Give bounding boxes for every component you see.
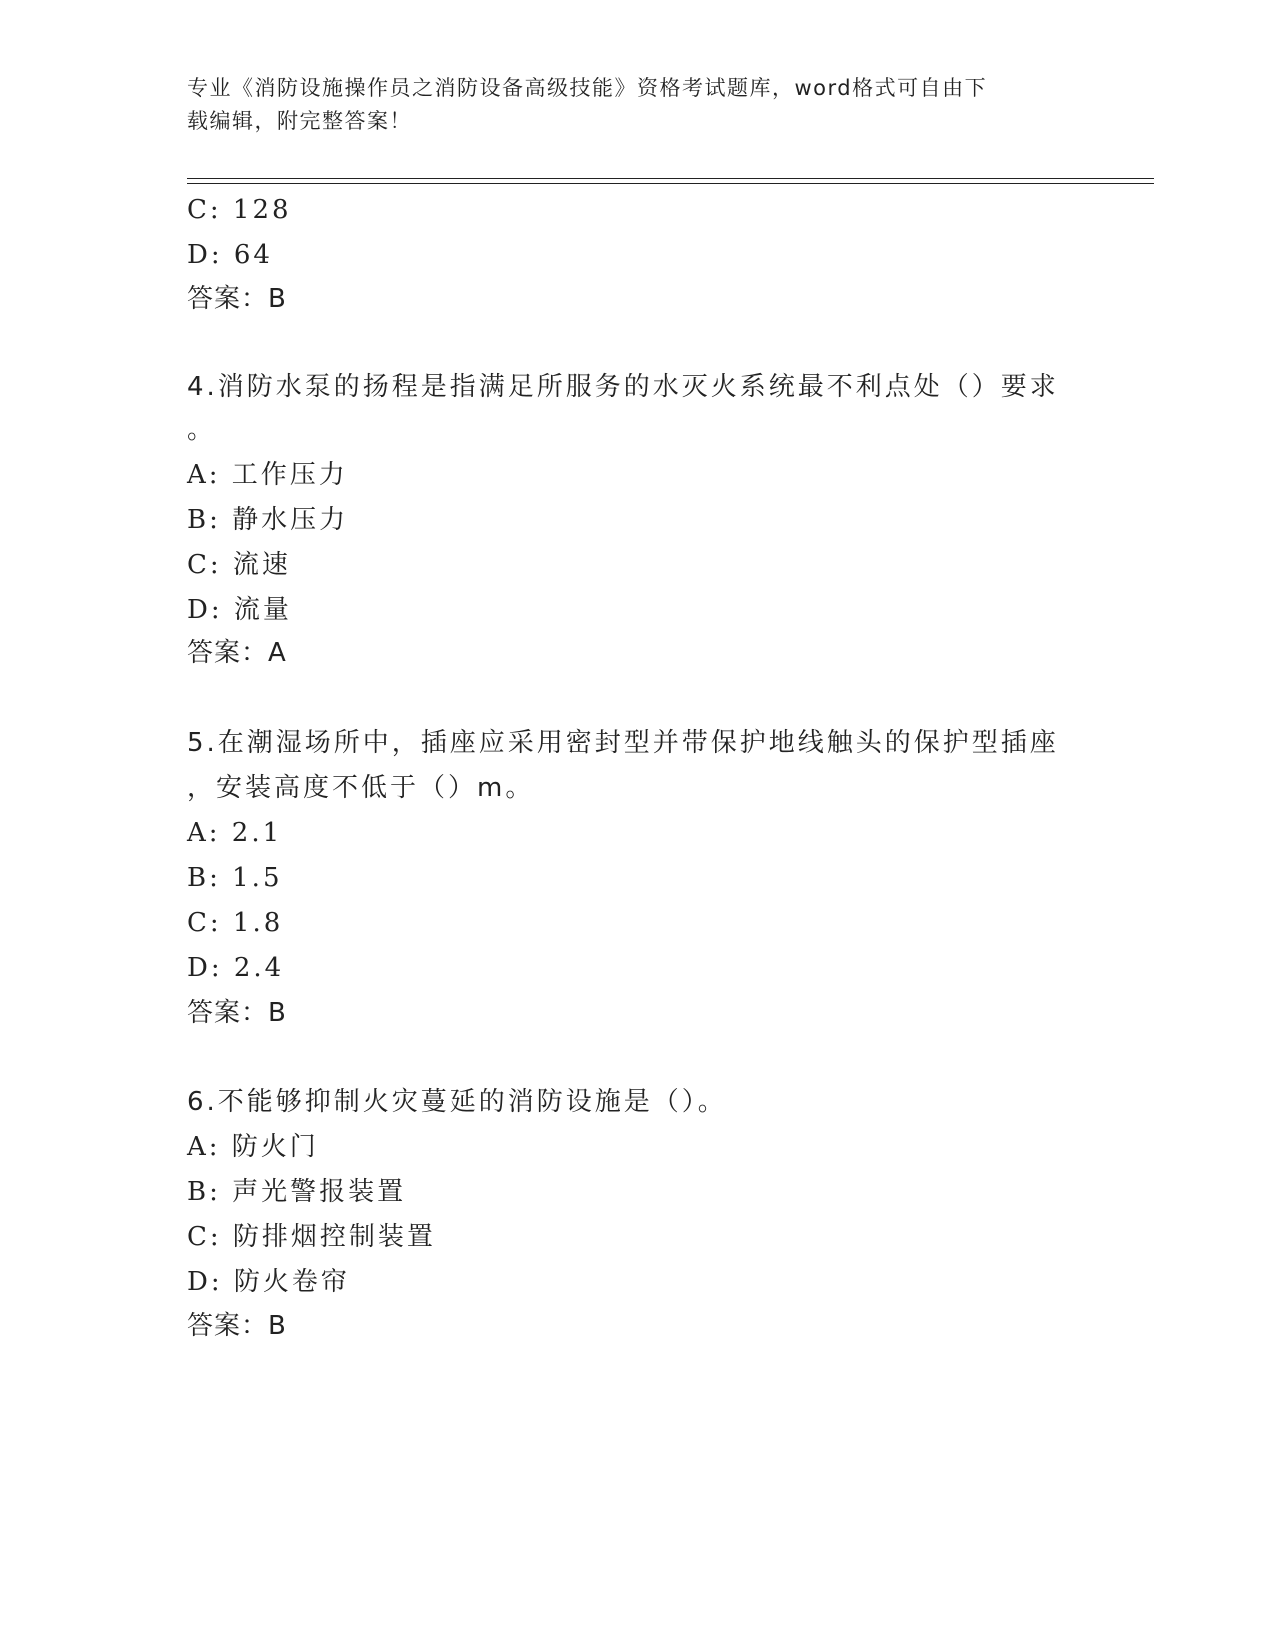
q4-stem-line-2: 。 bbox=[187, 415, 217, 445]
q6-answer: 答案：B bbox=[187, 1311, 287, 1341]
q5-stem-line-1: 5.在潮湿场所中，插座应采用密封型并带保护地线触头的保护型插座 bbox=[187, 728, 1059, 758]
header-line-2: 载编辑，附完整答案！ bbox=[187, 109, 412, 133]
q6-option-d: D: 防火卷帘 bbox=[187, 1267, 350, 1297]
q6-option-b: B: 声光警报装置 bbox=[187, 1177, 407, 1207]
q4-stem-line-1: 4.消防水泵的扬程是指满足所服务的水灭火系统最不利点处（）要求 bbox=[187, 372, 1059, 402]
header-divider-top bbox=[187, 178, 1154, 179]
q6-stem-line-1: 6.不能够抑制火灾蔓延的消防设施是（）。 bbox=[187, 1087, 727, 1117]
q3-option-d: D: 64 bbox=[187, 240, 273, 270]
q5-answer: 答案：B bbox=[187, 998, 287, 1028]
q4-answer: 答案：A bbox=[187, 638, 287, 668]
q6-option-a: A: 防火门 bbox=[187, 1132, 319, 1162]
q4-option-d: D: 流量 bbox=[187, 595, 292, 625]
header-line-1: 专业《消防设施操作员之消防设备高级技能》资格考试题库，word格式可自由下 bbox=[187, 76, 988, 100]
header-divider-bottom bbox=[187, 183, 1154, 184]
q5-option-d: D: 2.4 bbox=[187, 953, 285, 983]
q6-option-c: C: 防排烟控制装置 bbox=[187, 1222, 436, 1252]
q5-option-c: C: 1.8 bbox=[187, 908, 284, 938]
q4-option-b: B: 静水压力 bbox=[187, 505, 349, 535]
q4-option-a: A: 工作压力 bbox=[187, 460, 348, 490]
q4-option-c: C: 流速 bbox=[187, 550, 291, 580]
q5-option-b: B: 1.5 bbox=[187, 863, 283, 893]
document-header bbox=[187, 72, 1067, 138]
q3-option-c: C: 128 bbox=[187, 195, 292, 225]
q5-option-a: A: 2.1 bbox=[187, 818, 283, 848]
q5-stem-line-2: ，安装高度不低于（）m。 bbox=[187, 773, 535, 803]
q3-answer: 答案：B bbox=[187, 284, 287, 314]
